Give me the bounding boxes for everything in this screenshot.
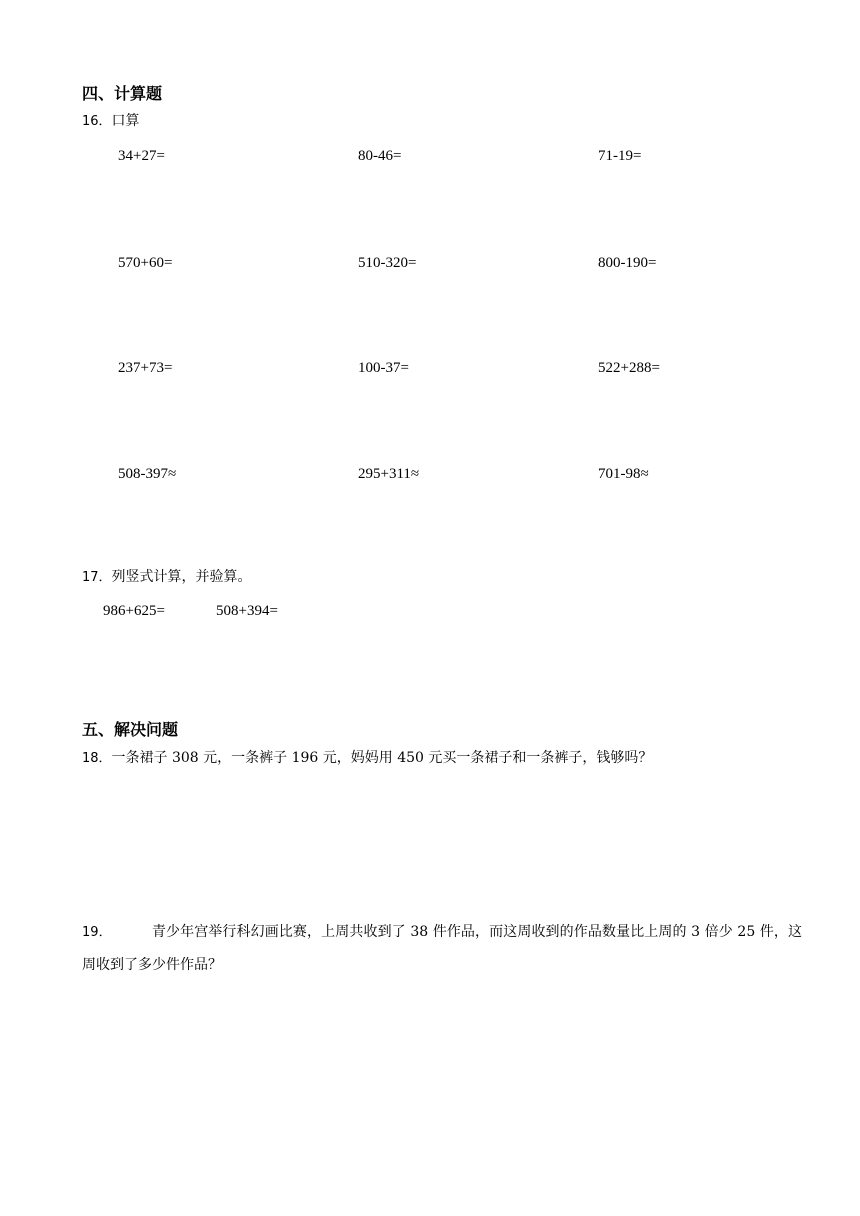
mental-math-item: 570+60=: [118, 255, 173, 271]
question-number: 16．: [82, 114, 112, 129]
question-text: 一条裙子 308 元，一条裤子 196 元，妈妈用 450 元买一条裙子和一条裤子，钱够吗？: [111, 750, 653, 766]
question-prompt: 口算: [111, 113, 140, 129]
question-18: [82, 748, 652, 769]
mental-math-item: 701-98≈: [598, 466, 649, 482]
section-title-calculation: 四、计算题: [82, 84, 163, 103]
mental-math-item: 237+73=: [118, 360, 173, 376]
mental-math-item: 800-190=: [598, 255, 657, 271]
question-number: 17．: [82, 570, 112, 585]
vertical-calc-item: 986+625=: [103, 603, 165, 619]
question-17: [82, 567, 252, 588]
mental-math-item: 295+311≈: [358, 466, 420, 482]
question-19: [82, 916, 802, 981]
mental-math-item: 34+27=: [118, 148, 165, 164]
question-prompt: 列竖式计算，并验算。: [111, 569, 252, 585]
question-16: [82, 111, 140, 132]
mental-math-item: 510-320=: [358, 255, 417, 271]
mental-math-item: 522+288=: [598, 360, 660, 376]
section-title-problems: 五、解决问题: [82, 720, 179, 739]
mental-math-item: 508-397≈: [118, 466, 177, 482]
mental-math-item: 71-19=: [598, 148, 642, 164]
question-number: 18．: [82, 751, 112, 766]
mental-math-item: 100-37=: [358, 360, 409, 376]
vertical-calc-item: 508+394=: [216, 603, 278, 619]
question-number: 19．: [82, 925, 112, 940]
mental-math-item: 80-46=: [358, 148, 402, 164]
question-text: 青少年宫举行科幻画比赛，上周共收到了 38 件作品，而这周收到的作品数量比上周的 3 倍少 25 件，这周收到了多少件作品？: [82, 924, 802, 973]
